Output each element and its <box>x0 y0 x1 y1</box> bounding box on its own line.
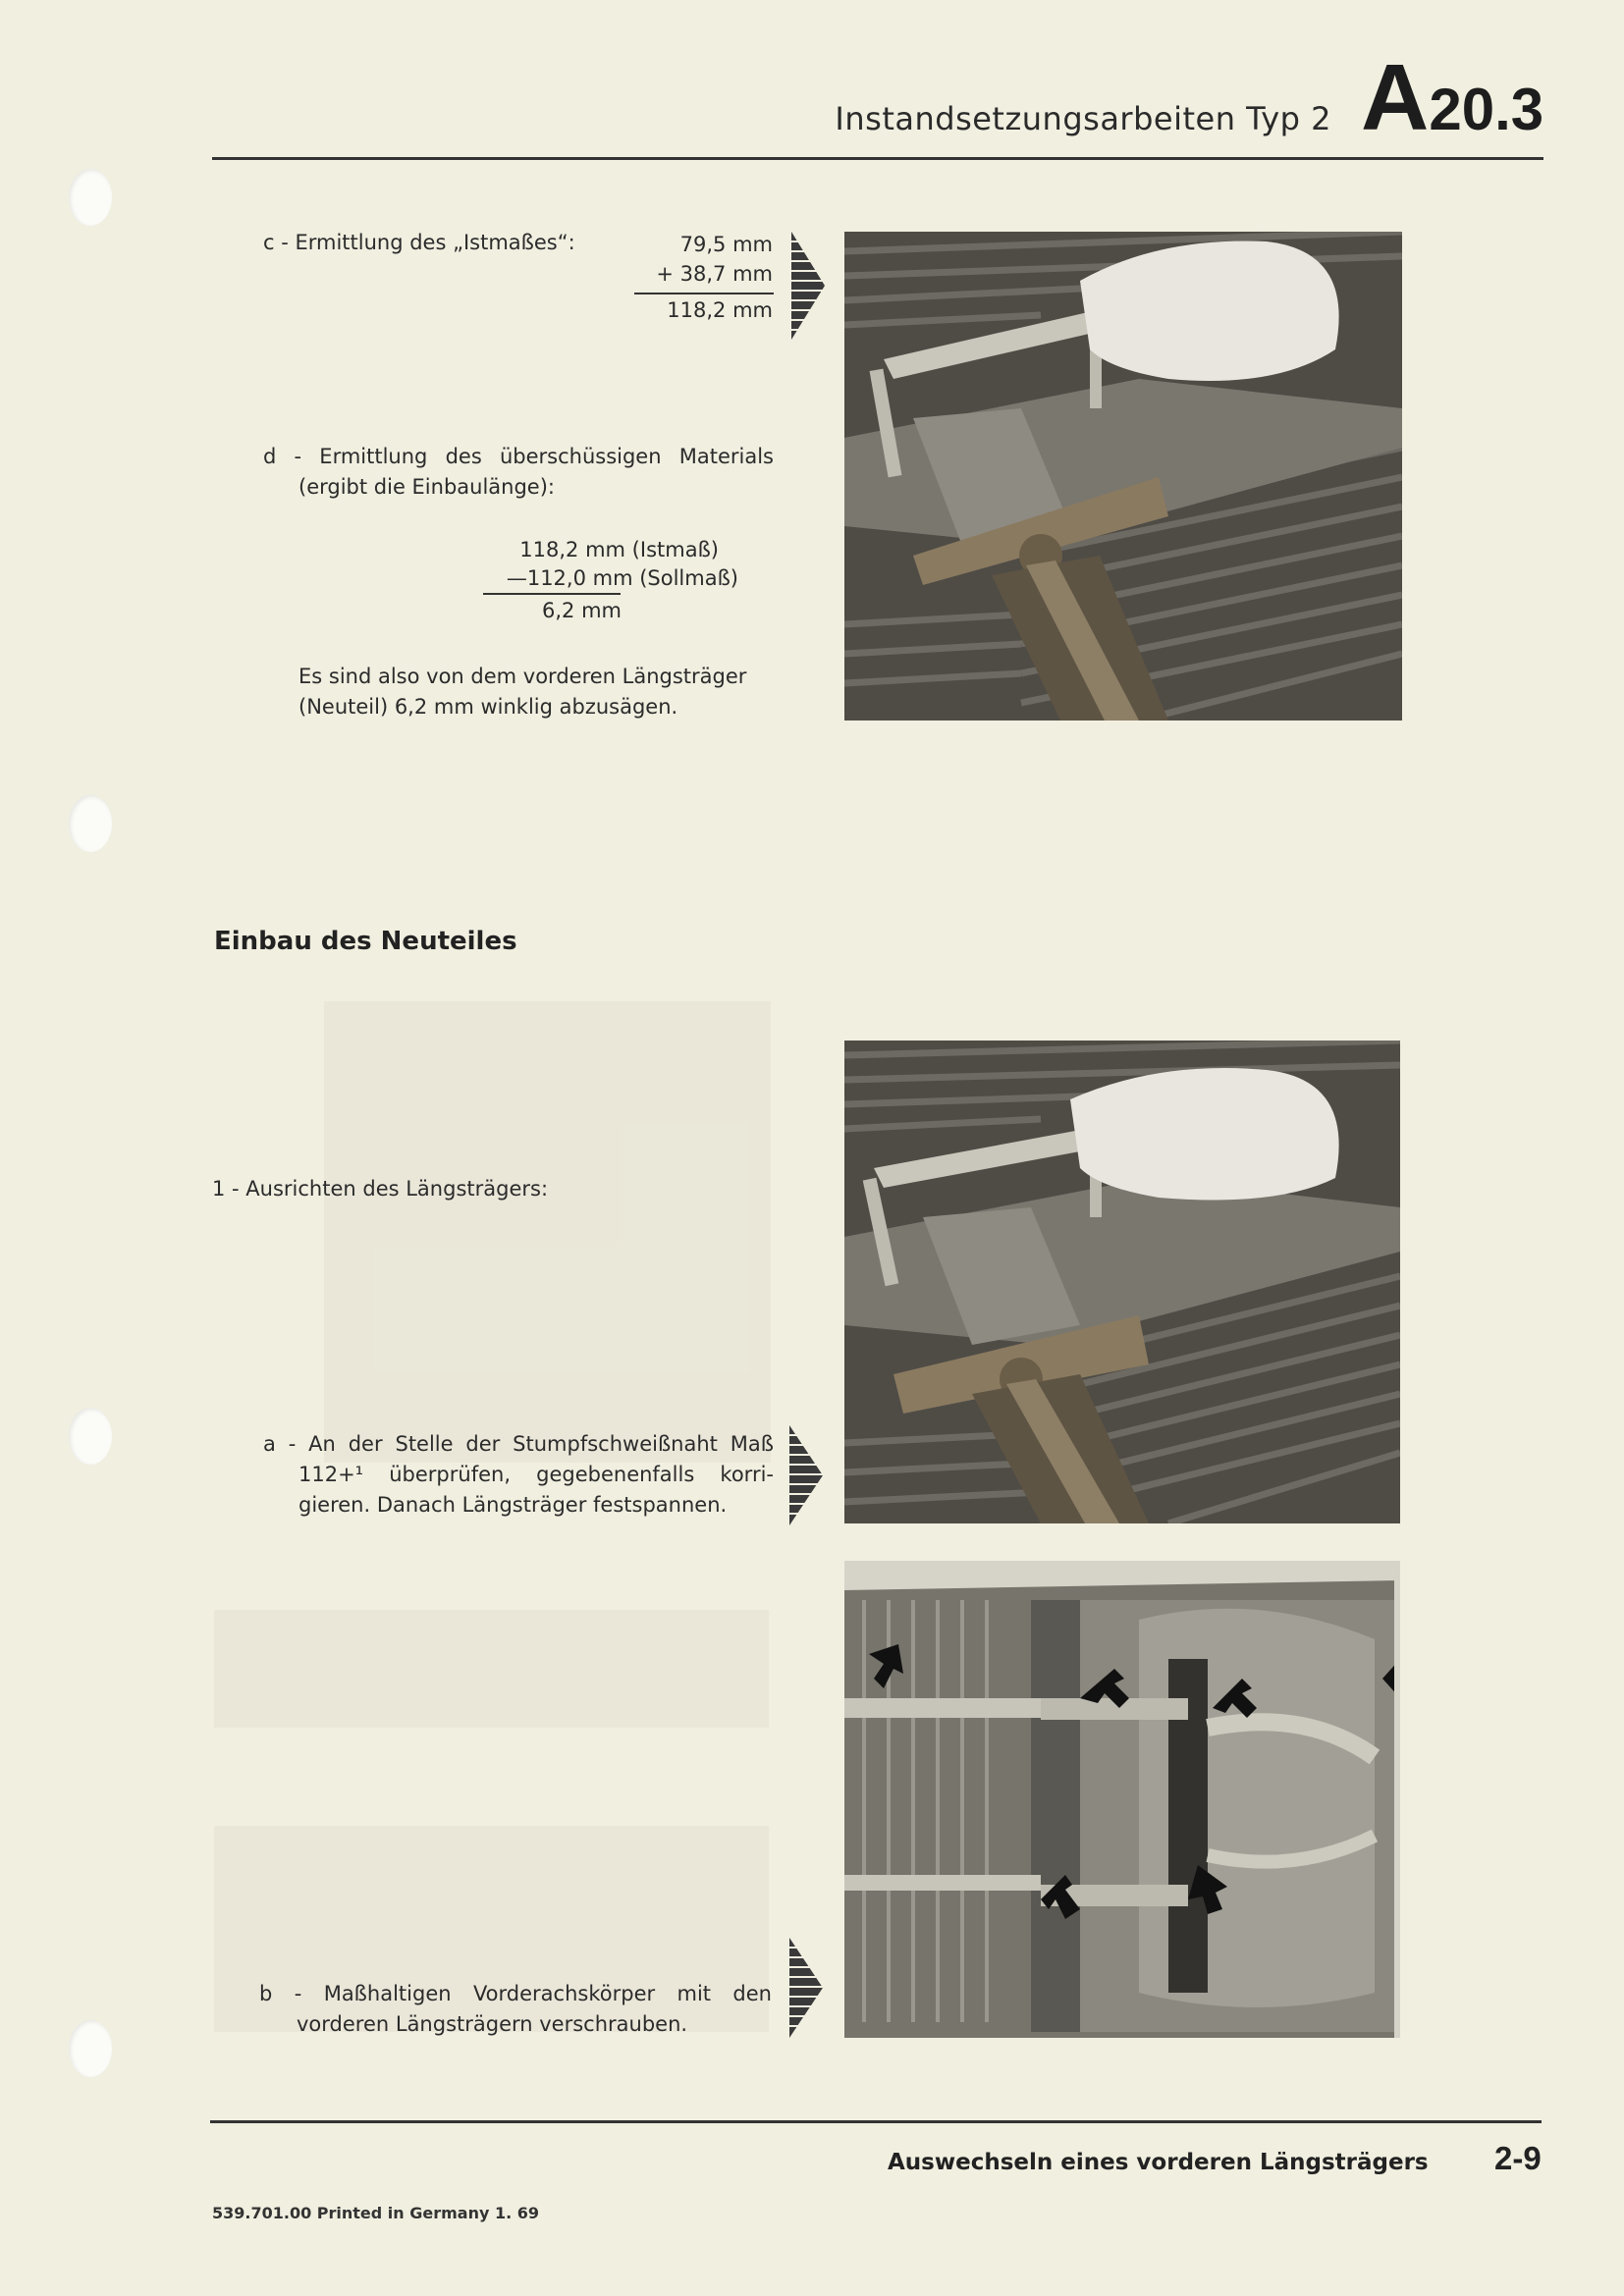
photo-vehicle-underside <box>844 1561 1400 2038</box>
step-b-line2: vorderen Längsträgern verschrauben. <box>297 2012 688 2036</box>
page-number: 2-9 <box>1494 2140 1542 2176</box>
binder-hole <box>69 2020 112 2077</box>
section-d-line2: (ergibt die Einbaulänge): <box>298 475 555 499</box>
step-b-line1: b - Maßhaltigen Vorderachskörper mit den <box>259 1982 772 2005</box>
step1-label: 1 - Ausrichten des Längsträgers: <box>212 1177 549 1201</box>
step-a-line3: gieren. Danach Längsträger festspannen. <box>298 1493 728 1517</box>
arrow-right-icon <box>789 1425 825 1525</box>
background-shade <box>324 1001 771 1463</box>
header-code-number: 20.3 <box>1429 77 1544 142</box>
section-c-value1: 79,5 mm <box>679 233 773 256</box>
section-c-result: 118,2 mm <box>667 298 773 322</box>
section-c-label: c - Ermittlung des „Istmaßes“: <box>263 231 575 254</box>
section-d-calc2: —112,0 mm (Sollmaß) <box>506 566 738 590</box>
section-d-calc-result: 6,2 mm <box>542 599 622 622</box>
photo-caliper-measurement-2 <box>844 1041 1400 1523</box>
header-title: Instandsetzungsarbeiten Typ 2 <box>835 100 1331 137</box>
binder-hole <box>69 795 112 852</box>
footer-title: Auswechseln eines vorderen Längsträgers <box>888 2150 1429 2175</box>
section-d-line1: d - Ermittlung des überschüssigen Materials <box>263 445 774 468</box>
header-rule <box>212 157 1543 160</box>
arrow-right-icon <box>789 1938 825 2038</box>
section-d-note2: (Neuteil) 6,2 mm winklig abzusägen. <box>298 695 678 719</box>
arrow-right-icon <box>791 232 827 340</box>
section-c-sum-rule <box>634 293 774 294</box>
footer-rule <box>210 2120 1542 2123</box>
step-a-line2: 112+¹ überprüfen, gegebenenfalls korri- <box>298 1463 774 1486</box>
binder-hole <box>69 169 112 226</box>
section-d-calc1: 118,2 mm (Istmaß) <box>519 538 719 561</box>
printed-note: 539.701.00 Printed in Germany 1. 69 <box>212 2204 540 2222</box>
step-a-line1: a - An der Stelle der Stumpfschweißnaht Maß <box>263 1432 774 1456</box>
section-d-calc-rule <box>483 593 621 595</box>
section-d-note1: Es sind also von dem vorderen Längsträger <box>298 665 747 688</box>
photo-caliper-measurement-1 <box>844 232 1402 721</box>
header-code-letter: A <box>1361 45 1430 150</box>
section-heading: Einbau des Neuteiles <box>214 927 517 956</box>
background-shade <box>214 1610 769 1728</box>
header-code <box>1361 45 1544 150</box>
binder-hole <box>69 1408 112 1465</box>
section-c-value2: + 38,7 mm <box>656 262 773 286</box>
